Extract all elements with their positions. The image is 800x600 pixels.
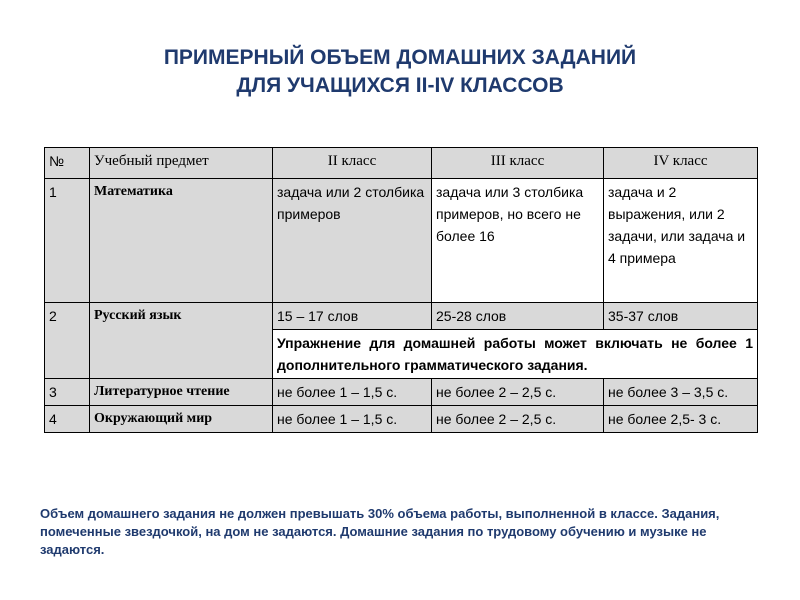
homework-table [44,147,758,433]
row-num: 2 [45,303,90,379]
cell-grade-2: не более 1 – 1,5 с. [273,379,432,406]
cell-grade-3: задача или 3 столбика примеров, но всего не более 16 [432,179,604,303]
table-row [45,379,758,406]
cell-grade-4: 35-37 слов [604,303,758,330]
table-row [45,303,758,330]
table-header-row [45,148,758,179]
table-row [45,179,758,303]
cell-grade-4: не более 2,5- 3 с. [604,406,758,433]
cell-grade-2: не более 1 – 1,5 с. [273,406,432,433]
cell-grade-3: 25-28 слов [432,303,604,330]
title-line-2: ДЛЯ УЧАЩИХСЯ II-IV КЛАССОВ [236,74,564,97]
row-subject: Литературное чтение [90,379,273,406]
row-subject: Математика [90,179,273,303]
table-row [45,406,758,433]
cell-grade-3: не более 2 – 2,5 с. [432,406,604,433]
header-num: № [45,148,90,179]
cell-grade-4: не более 3 – 3,5 с. [604,379,758,406]
row-num: 3 [45,379,90,406]
row-num: 1 [45,179,90,303]
page-title [0,44,800,100]
row-subject: Русский язык [90,303,273,379]
footnote: Объем домашнего задания не должен превышать 30% объема работы, выполненной в классе. Задания, помеченные звездочкой, на дом не задаются. Домашние задания по трудовому обучению и музыке не задаются. [40,506,720,557]
cell-grade-4: задача и 2 выражения, или 2 задачи, или задача и 4 примера [604,179,758,303]
russian-note: Упражнение для домашней работы может включать не более 1 дополнительного грамматического задания. [273,330,758,379]
row-num: 4 [45,406,90,433]
header-subject: Учебный предмет [90,148,273,179]
cell-grade-2: 15 – 17 слов [273,303,432,330]
header-grade-3: III класс [432,148,604,179]
cell-grade-3: не более 2 – 2,5 с. [432,379,604,406]
row-subject: Окружающий мир [90,406,273,433]
cell-grade-2: задача или 2 столбика примеров [273,179,432,303]
header-grade-2: II класс [273,148,432,179]
header-grade-4: IV класс [604,148,758,179]
title-line-1: ПРИМЕРНЫЙ ОБЪЕМ ДОМАШНИХ ЗАДАНИЙ [163,46,637,69]
